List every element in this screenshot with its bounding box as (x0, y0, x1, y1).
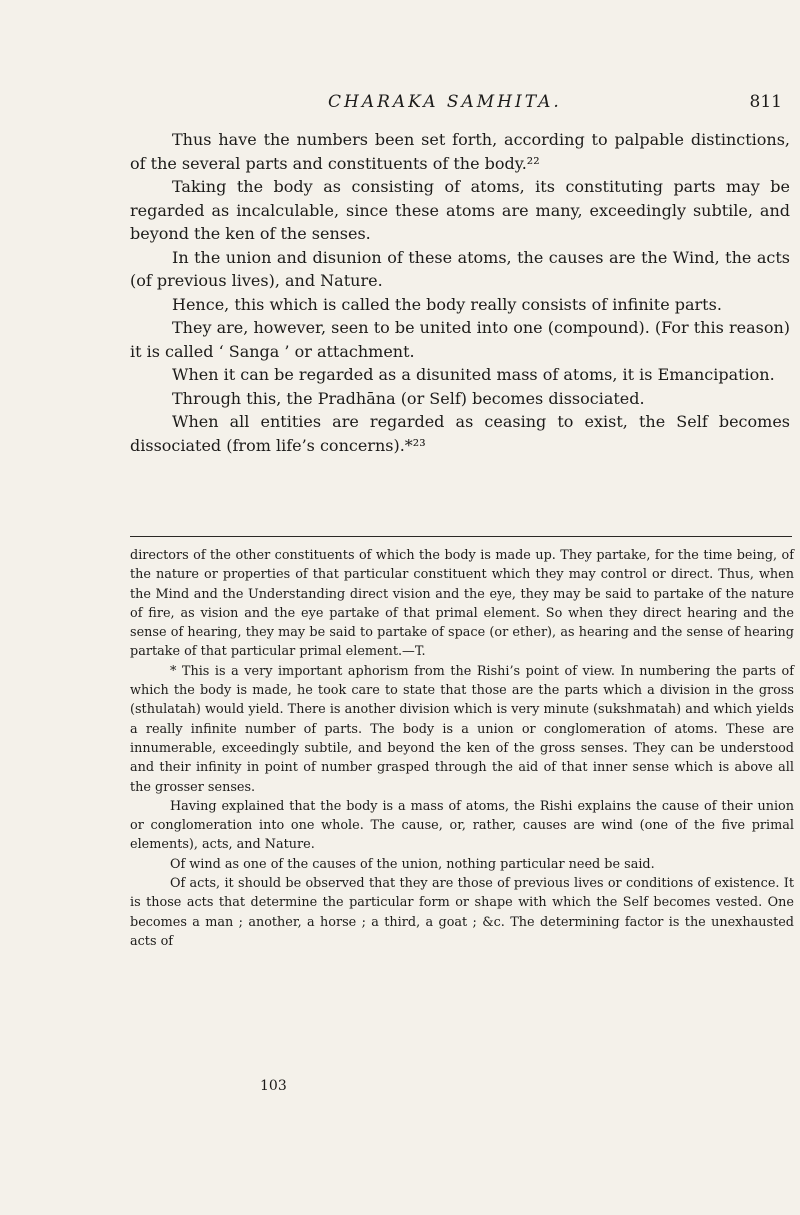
running-title: CHARAKA SAMHITA. (328, 92, 562, 112)
main-paragraph: When it can be regarded as a disunited mass of atoms, it is Emancipation. (172, 365, 775, 384)
footnote-paragraph: Of acts, it should be observed that they are those of previous lives or conditions of existence. It is those acts that determine the particular form or shape with which the Self becomes vested. One becomes a man ; another, a horse ; a third, a goat ; &c. The determining factor is the unexhausted acts of (130, 876, 794, 949)
footnote-paragraph: Having explained that the body is a mass of atoms, the Rishi explains the cause of their union or conglomeration into one whole. The cause, or, rather, causes are wind (one of the five primal elements), acts, and Nature. (130, 798, 794, 853)
main-paragraph: Through this, the Pradhāna (or Self) becomes dissociated. (172, 388, 645, 408)
main-paragraph: Taking the body as consisting of atoms, its constituting parts may be regarded as incalculable, since these atoms are many, exceedingly subtile, and beyond the ken of the senses. (130, 177, 790, 243)
main-paragraph: When all entities are regarded as ceasing to exist, the Self becomes dissociated (from life’s concerns).*²³ (130, 412, 790, 455)
main-paragraph: Thus have the numbers been set forth, according to palpable distinctions, of the several parts and constituents of the body.²² (130, 130, 790, 173)
main-paragraph: They are, however, seen to be united into one (compound). (For this reason) it is called ‘ Sanga ’ or attachment. (130, 318, 790, 361)
signature-mark: 103 (260, 1078, 287, 1094)
footnote-paragraph: directors of the other constituents of which the body is made up. They partake, for the time being, of the nature or properties of that particular constituent which they may control or direct. Thus, when the Mind and the Understanding direct vision and the eye, they may be said to partake of the nature of fire, as vision and the eye partake of that primal element. So when they direct hearing and the sense of hearing, they may be said to partake of space (or ether), as hearing and the sense of hearing partake of that particular primal element.—T. (130, 548, 794, 660)
running-header (130, 92, 790, 122)
main-paragraph: Hence, this which is called the body really consists of infinite parts. (172, 294, 722, 314)
page-number: 811 (749, 92, 782, 112)
main-text (130, 128, 790, 457)
main-paragraph: In the union and disunion of these atoms, the causes are the Wind, the acts (of previous lives), and Nature. (130, 247, 790, 290)
footnotes (130, 546, 794, 951)
footnote-paragraph: Of wind as one of the causes of the union, nothing particular need be said. (170, 856, 655, 872)
footnote-divider (130, 536, 792, 537)
footnote-paragraph: * This is a very important aphorism from the Rishi’s point of view. In numbering the parts of which the body is made, he took care to state that those are the parts which a division in the gross (sthulatah) would yield. There is another division which is very minute (sukshmatah) and which yields a really infinite number of parts. The body is a union or conglomeration of atoms. These are innumerable, exceedingly subtile, and beyond the ken of the gross senses. They can be understood and their infinity in point of number grasped through the aid of that inner sense which is above all the grosser senses. (130, 663, 794, 795)
